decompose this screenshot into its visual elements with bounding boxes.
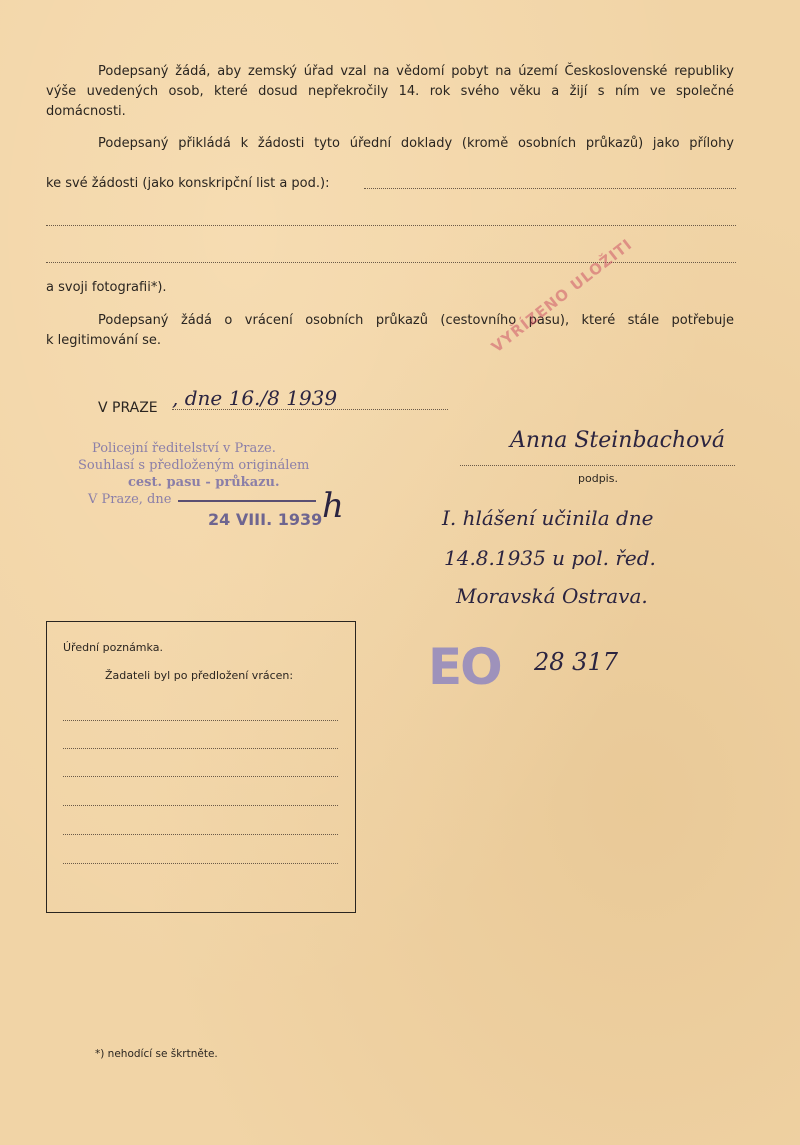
police-stamp-line1: Policejní ředitelství v Praze.	[92, 441, 276, 456]
paragraph2-line1: Podepsaný přikládá k žádosti tyto úřední doklady (kromě osobních průkazů) jako přílohy	[98, 136, 734, 151]
paragraph2-line3: a svoji fotografii*).	[46, 280, 167, 295]
official-note-line-1	[63, 720, 338, 721]
red-processed-stamp: VYŘÍZENO ULOŽITI	[488, 235, 636, 357]
paragraph1-line2: výše uvedených osob, které dosud nepřekročily 14. rok svého věku a žijí s ním ve společné	[46, 84, 734, 99]
handwritten-note-line1: I. hlášení učinila dne	[442, 506, 654, 530]
police-stamp-initial: h	[322, 486, 344, 526]
attachments-line-2	[46, 225, 736, 226]
paragraph1-line1: Podepsaný žádá, aby zemský úřad vzal na vědomí pobyt na území Československé republiky	[98, 64, 734, 79]
paragraph3-line1: Podepsaný žádá o vrácení osobních průkazů (cestovního pasu), které stále potřebuje	[98, 313, 734, 328]
official-note-line-2	[63, 748, 338, 749]
police-stamp-line2: Souhlasí s předloženým originálem	[78, 458, 310, 473]
official-note-line-5	[63, 834, 338, 835]
attachments-line-1	[364, 188, 736, 189]
paragraph1-line3: domácnosti.	[46, 104, 126, 119]
police-stamp-line3: cest. pasu - průkazu.	[128, 475, 280, 490]
police-stamp-rule	[178, 500, 316, 502]
handwritten-signature: Anna Steinbachová	[510, 428, 725, 453]
place-label: V PRAZE	[98, 400, 158, 416]
handwritten-note-line2: 14.8.1935 u pol. řed.	[444, 546, 656, 570]
footnote: *) nehodící se škrtněte.	[95, 1048, 218, 1060]
date-line	[172, 409, 448, 410]
official-note-subtitle: Žadateli byl po předložení vrácen:	[105, 669, 294, 682]
paragraph3-line2: k legitimování se.	[46, 333, 162, 348]
paragraph2-line2: ke své žádosti (jako konskripční list a pod.):	[46, 176, 330, 191]
signature-label: podpis.	[578, 472, 618, 485]
eo-stamp: EO	[428, 638, 501, 696]
official-note-line-3	[63, 776, 338, 777]
official-note-line-4	[63, 805, 338, 806]
attachments-line-3	[46, 262, 736, 263]
eo-number: 28 317	[534, 648, 618, 676]
police-stamp-date: 24 VIII. 1939	[208, 510, 323, 529]
official-note-line-6	[63, 863, 338, 864]
police-stamp-line4: V Praze, dne	[88, 492, 172, 507]
police-stamp	[78, 440, 348, 528]
handwritten-date: , dne 16./8 1939	[172, 386, 338, 410]
official-note-title: Úřední poznámka.	[63, 641, 163, 654]
official-note-box	[46, 621, 356, 913]
handwritten-note-line3: Moravská Ostrava.	[456, 584, 648, 608]
signature-line	[460, 465, 735, 466]
